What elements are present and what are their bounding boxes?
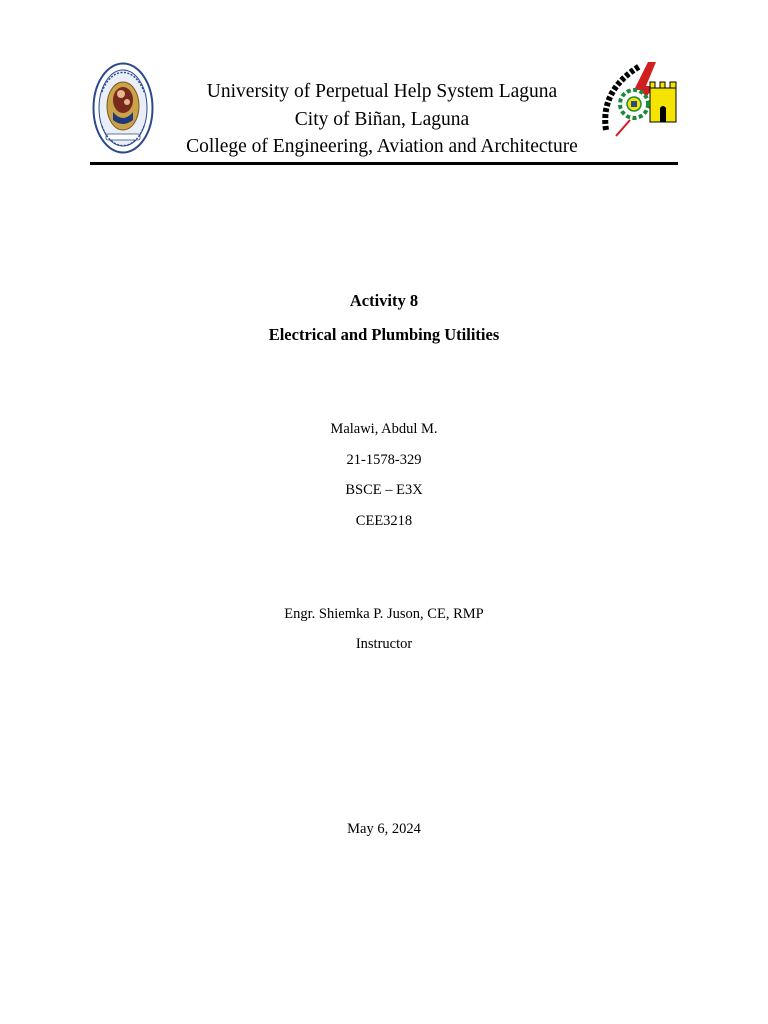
institution-heading xyxy=(160,78,604,161)
instructor-name: Engr. Shiemka P. Juson, CE, RMP xyxy=(284,606,484,622)
city-name: City of Biñan, Laguna xyxy=(294,108,470,130)
activity-title: Activity 8 xyxy=(349,291,419,310)
activity-subject: Electrical and Plumbing Utilities xyxy=(268,325,500,344)
university-name: University of Perpetual Help System Laguna xyxy=(206,81,558,102)
letterhead xyxy=(90,60,678,164)
student-id: 21-1578-329 xyxy=(346,452,422,468)
instructor-role: Instructor xyxy=(355,636,413,652)
header-divider xyxy=(90,162,678,165)
university-seal-logo xyxy=(92,62,154,154)
student-name: Malawi, Abdul M. xyxy=(330,421,438,437)
college-name: College of Engineering, Aviation and Architecture xyxy=(186,136,578,157)
submission-date: May 6, 2024 xyxy=(347,821,421,837)
engineering-emblem-logo xyxy=(596,60,682,144)
course-code: CEE3218 xyxy=(355,513,413,529)
student-section: BSCE – E3X xyxy=(345,482,423,498)
